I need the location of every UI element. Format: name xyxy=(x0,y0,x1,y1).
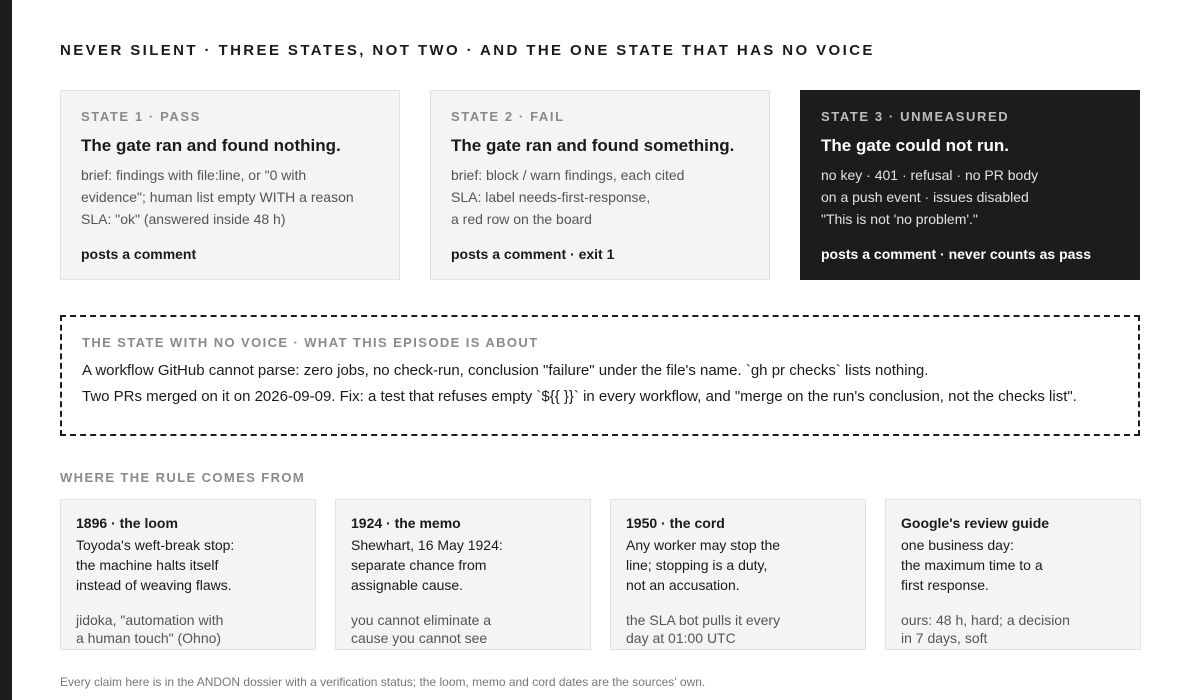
origin-note-line: jidoka, "automation with xyxy=(76,612,224,628)
state-line: SLA: "ok" (answered inside 48 h) xyxy=(81,211,286,227)
origin-line: instead of weaving flaws. xyxy=(76,577,232,593)
origin-title: Google's review guide xyxy=(901,515,1050,531)
state-line: SLA: label needs-first-response, xyxy=(451,189,651,205)
state-line: no key · 401 · refusal · no PR body xyxy=(821,167,1039,183)
state-card-pass xyxy=(60,90,400,280)
origin-card-memo xyxy=(335,499,591,650)
origin-title: 1924 · the memo xyxy=(351,515,461,531)
origin-line: assignable cause. xyxy=(351,577,464,593)
state-description xyxy=(81,164,379,230)
origin-card-review-guide xyxy=(885,499,1141,650)
left-edge-bar xyxy=(0,0,12,700)
origin-note xyxy=(76,611,223,647)
origin-line: not an accusation. xyxy=(626,577,740,593)
origin-note-line: you cannot eliminate a xyxy=(351,612,492,628)
state-line: on a push event · issues disabled xyxy=(821,189,1029,205)
state-line: a red row on the board xyxy=(451,211,592,227)
origin-line: the machine halts itself xyxy=(76,557,219,573)
origin-body xyxy=(626,535,850,595)
origin-line: line; stopping is a duty, xyxy=(626,557,768,573)
state-heading: The gate ran and found something. xyxy=(451,136,735,155)
origin-note xyxy=(351,611,491,647)
no-voice-callout xyxy=(60,315,1140,436)
callout-line: A workflow GitHub cannot parse: zero jobs, no check-run, conclusion "failure" under the file's name. `gh pr checks` lists nothing. xyxy=(82,362,929,379)
origin-line: separate chance from xyxy=(351,557,487,573)
state-line: evidence"; human list empty WITH a reason xyxy=(81,189,354,205)
state-action: posts a comment · never counts as pass xyxy=(821,246,1091,262)
origins-row xyxy=(60,499,1140,650)
state-card-unmeasured xyxy=(800,90,1140,280)
state-line: brief: block / warn findings, each cited xyxy=(451,167,685,183)
origin-note xyxy=(626,611,780,647)
origin-line: Any worker may stop the xyxy=(626,537,781,553)
state-description xyxy=(821,164,1119,230)
states-row xyxy=(60,90,1140,280)
callout-label: THE STATE WITH NO VOICE · WHAT THIS EPISODE IS ABOUT xyxy=(82,335,539,350)
origin-body xyxy=(76,535,300,595)
state-line: "This is not 'no problem'." xyxy=(821,211,978,227)
origin-line: the maximum time to a xyxy=(901,557,1043,573)
origin-note-line: cause you cannot see xyxy=(351,630,488,646)
origin-note-line: in 7 days, soft xyxy=(901,630,988,646)
origin-card-loom xyxy=(60,499,316,650)
origin-title: 1950 · the cord xyxy=(626,515,725,531)
state-heading: The gate could not run. xyxy=(821,136,1009,155)
state-heading: The gate ran and found nothing. xyxy=(81,136,341,155)
origins-section-label: WHERE THE RULE COMES FROM xyxy=(60,470,306,485)
callout-line: Two PRs merged on it on 2026-09-09. Fix: a test that refuses empty `${{ }}` in every workflow, and "merge on the run's conclusion, not the checks list". xyxy=(82,388,1077,405)
origin-note xyxy=(901,611,1070,647)
origin-line: first response. xyxy=(901,577,989,593)
state-action: posts a comment · exit 1 xyxy=(451,246,615,262)
origin-card-cord xyxy=(610,499,866,650)
origin-note-line: day at 01:00 UTC xyxy=(626,630,736,646)
footnote: Every claim here is in the ANDON dossier with a verification status; the loom, memo and cord dates are the sources' own. xyxy=(60,675,706,689)
origin-note-line: a human touch" (Ohno) xyxy=(76,630,222,646)
state-action: posts a comment xyxy=(81,246,197,262)
state-label: STATE 1 · PASS xyxy=(81,109,201,124)
state-label: STATE 3 · UNMEASURED xyxy=(821,109,1010,124)
origin-note-line: ours: 48 h, hard; a decision xyxy=(901,612,1070,628)
state-label: STATE 2 · FAIL xyxy=(451,109,565,124)
origin-line: Shewhart, 16 May 1924: xyxy=(351,537,503,553)
state-card-fail xyxy=(430,90,770,280)
state-description xyxy=(451,164,749,230)
state-line: brief: findings with file:line, or "0 with xyxy=(81,167,307,183)
callout-body xyxy=(82,358,1118,410)
origin-line: one business day: xyxy=(901,537,1014,553)
origin-body xyxy=(351,535,575,595)
origin-line: Toyoda's weft-break stop: xyxy=(76,537,235,553)
origin-body xyxy=(901,535,1125,595)
origin-note-line: the SLA bot pulls it every xyxy=(626,612,781,628)
page-title: NEVER SILENT · THREE STATES, NOT TWO · AND THE ONE STATE THAT HAS NO VOICE xyxy=(60,42,875,59)
origin-title: 1896 · the loom xyxy=(76,515,178,531)
